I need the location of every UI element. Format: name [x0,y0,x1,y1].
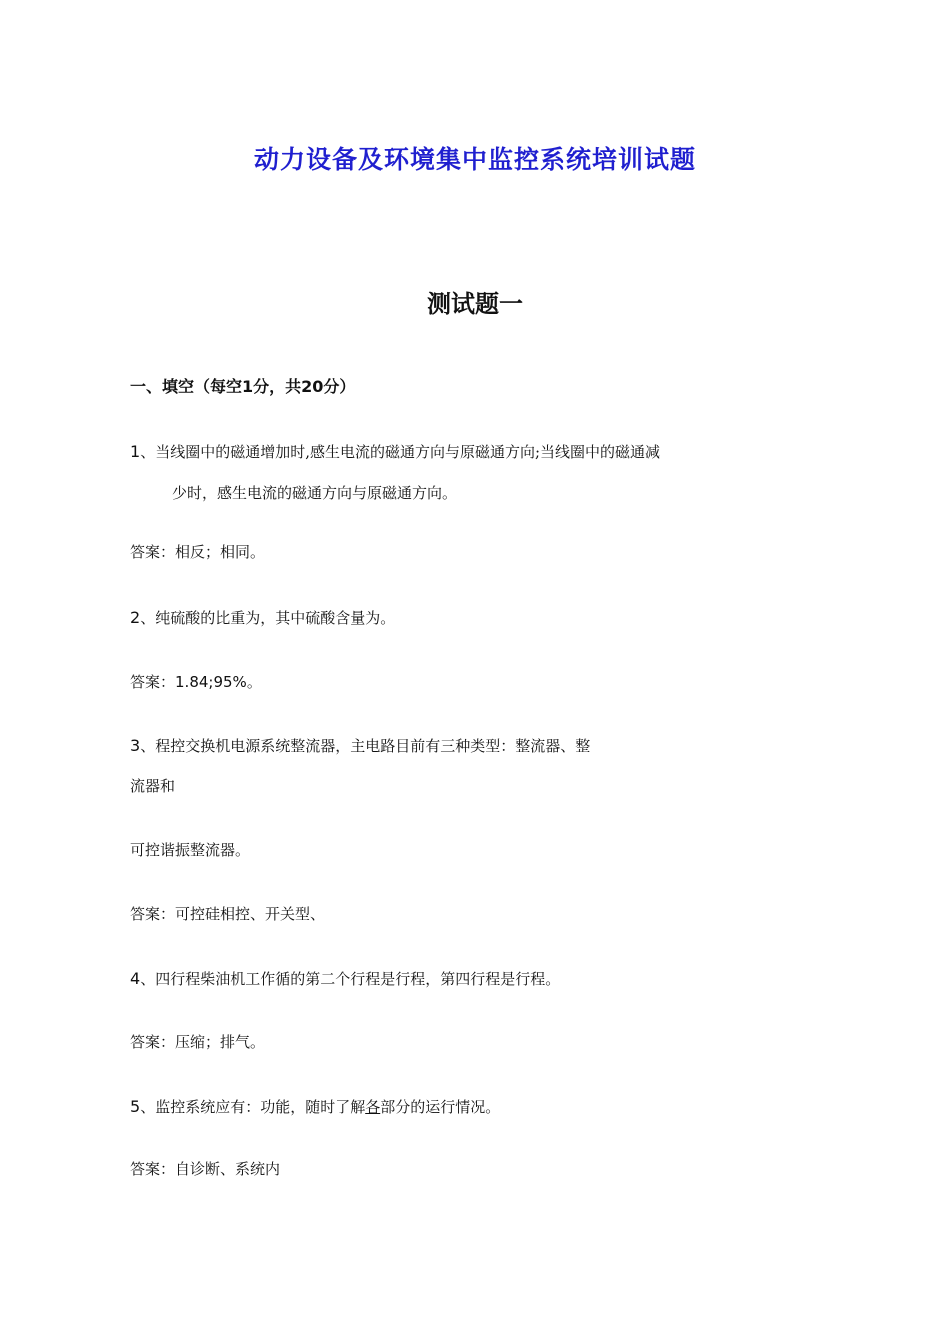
answer-suffix: 。 [246,673,262,691]
question-separator: 、 [140,737,156,755]
question-4 [130,968,560,989]
answer-label: 答案： [130,673,176,691]
question-number: 1 [130,442,141,461]
section-heading: 一、填空（每空1分，共20分） [130,377,356,396]
answer-4 [130,1031,265,1052]
question-text: 监控系统应有：功能，随时了解 [155,1098,366,1116]
answer-label: 答案： [130,905,176,923]
question-number: 5 [130,1097,141,1116]
answer-text: 可控硅相控、开关型、 [175,905,326,923]
question-text: 四行程柴油机工作循的第二个行程是行程，第四行程是行程。 [155,970,561,988]
question-3-continuation: 流器和 [130,777,176,795]
question-text: 纯硫酸的比重为，其中硫酸含量为。 [155,609,396,627]
question-text-underlined: 各 [365,1098,381,1116]
answer-1 [130,541,265,562]
answer-2 [130,671,262,692]
answer-label: 答案： [130,543,176,561]
question-separator: 、 [140,443,156,461]
question-1-continuation: 少时，感生电流的磁通方向与原磁通方向。 [172,484,458,502]
answer-5 [130,1158,280,1179]
question-3 [130,735,590,756]
question-separator: 、 [140,1098,156,1116]
question-2 [130,607,395,628]
question-text: 当线圈中的磁通增加时,感生电流的磁通方向与原磁通方向;当线圈中的磁通减 [155,443,661,461]
question-separator: 、 [140,970,156,988]
question-separator: 、 [140,609,156,627]
question-5 [130,1096,500,1117]
question-3-continuation-2: 可控谐振整流器。 [130,841,251,859]
answer-text: 压缩；排气。 [175,1033,266,1051]
test-title: 测试题一 [427,290,523,318]
question-number: 3 [130,736,141,755]
document-title: 动力设备及环境集中监控系统培训试题 [253,145,696,174]
answer-label: 答案： [130,1160,176,1178]
answer-label: 答案： [130,1033,176,1051]
answer-text: 1.84;95% [175,673,247,691]
answer-3 [130,903,325,924]
question-text: 部分的运行情况。 [380,1098,501,1116]
question-1 [130,441,660,462]
question-number: 2 [130,608,141,627]
answer-text: 相反；相同。 [175,543,266,561]
answer-text: 自诊断、系统内 [175,1160,281,1178]
question-text: 程控交换机电源系统整流器，主电路目前有三种类型：整流器、整 [155,737,591,755]
question-number: 4 [130,969,141,988]
